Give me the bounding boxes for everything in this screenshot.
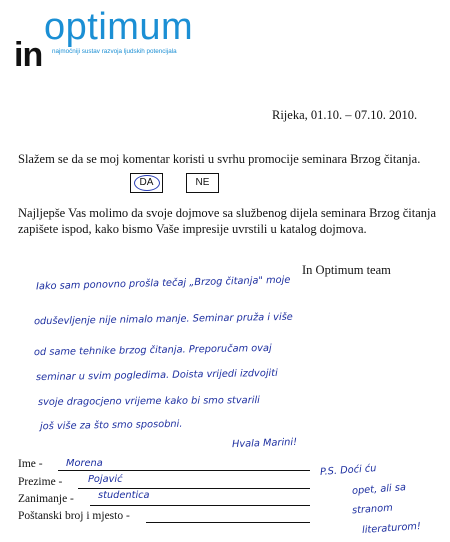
postal-row	[18, 510, 130, 522]
no-label: NE	[195, 177, 210, 188]
comment-line: Iako sam ponovno prošla tečaj „Brzog čitanja" moje	[35, 274, 291, 293]
surname-row	[18, 476, 62, 488]
no-checkbox[interactable]	[186, 173, 219, 193]
occupation-line	[90, 505, 310, 506]
occupation-label: Zanimanje -	[18, 493, 74, 505]
surname-label: Prezime -	[18, 476, 63, 488]
comment-thanks: Hvala Marini!	[231, 436, 298, 451]
in-optimum-logo	[14, 4, 214, 74]
name-line	[58, 470, 310, 471]
logo-tagline: najmočniji sustav razvoja ljudskih potencijala	[52, 48, 177, 55]
surname-line	[78, 488, 310, 489]
selection-circle	[134, 175, 160, 191]
comment-line: seminar u svim pogledima. Doista vrijedi izdvojiti	[35, 367, 278, 384]
consent-text: Slažem se da se moj komentar koristi u svrhu promocije seminara Brzog čitanja.	[18, 152, 421, 166]
occupation-row	[18, 493, 74, 505]
yes-label: DA	[139, 177, 154, 188]
request-text: Najljepše Vas molimo da svoje dojmove sa službenog dijela seminara Brzog čitanja zapišete ispod, kako bismo Vaše impresije uvrstili u katalog dojmova.	[18, 206, 437, 236]
name-row	[18, 458, 43, 470]
ps-line: literaturom!	[361, 520, 422, 537]
ps-line: stranom	[351, 502, 394, 517]
postal-line	[146, 522, 310, 523]
ps-line: opet, ali sa	[351, 482, 407, 497]
surname-value[interactable]: Pojavić	[88, 474, 123, 485]
comment-line: svoje dragocjeno vrijeme kako bi smo stvarili	[37, 395, 260, 408]
yes-checkbox[interactable]	[130, 173, 163, 193]
logo-brand: optimum	[44, 6, 194, 48]
comment-line: od same tehnike brzog čitanja. Preporučam ovaj	[33, 342, 272, 359]
comment-line: oduševljenje nije nimalo manje. Seminar pruža i više	[33, 311, 293, 328]
postal-label: Poštanski broj i mjesto -	[18, 510, 130, 522]
occupation-value[interactable]: studentica	[98, 490, 150, 501]
name-label: Ime -	[18, 458, 43, 470]
team-signature: In Optimum team	[302, 263, 391, 277]
logo-prefix: in	[14, 36, 43, 74]
name-value[interactable]: Morena	[66, 458, 103, 469]
comment-line: još više za što smo sposobni.	[39, 418, 183, 433]
date-range: Rijeka, 01.10. – 07.10. 2010.	[272, 108, 418, 122]
ps-line: P.S. Doći ću	[319, 463, 377, 478]
